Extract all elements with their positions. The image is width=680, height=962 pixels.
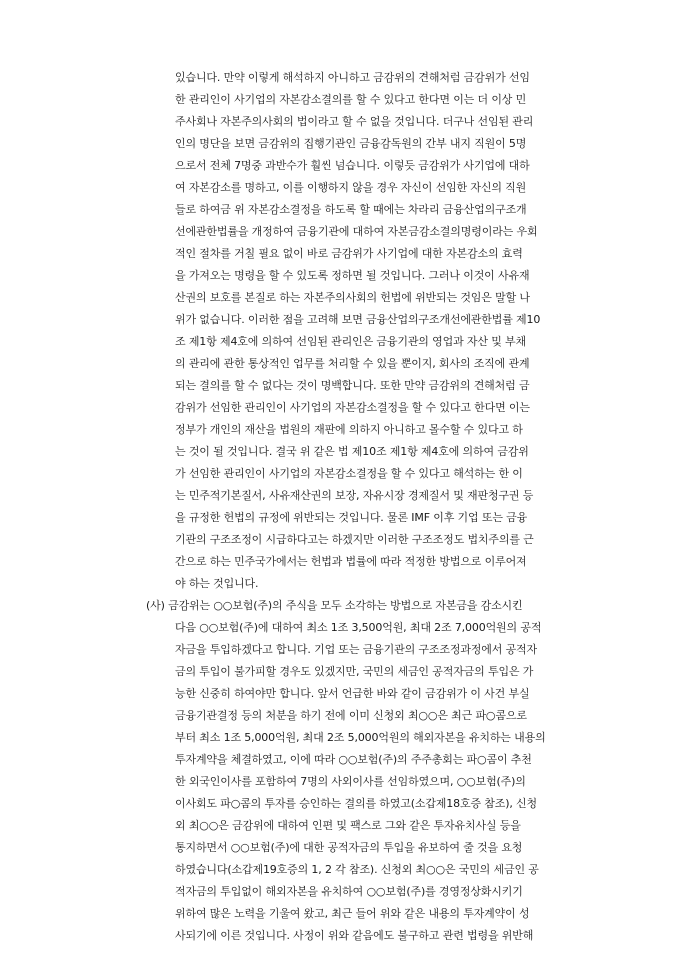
text-line: 선에관한법률을 개정하여 금융기관에 대하여 자본금감소결의명령이라는 우회	[175, 225, 538, 238]
text-line: 한 관리인이 사기업의 자본감소결의를 할 수 있다고 한다면 이는 더 이상 민	[175, 93, 527, 106]
text-line: 되는 결의를 할 수 없다는 것이 명백합니다. 또한 만약 금감위의 견해처럼 금	[175, 379, 530, 392]
text-line: 여 자본감소를 명하고, 이를 이행하지 않을 경우 자신이 선임한 자신의 직원	[175, 181, 527, 194]
text-line: 산권의 보호를 본질로 하는 자본주의사회의 헌법에 위반되는 것임은 말할 나	[175, 291, 530, 304]
text-line: 으로서 전체 7명중 과반수가 훨씬 넘습니다. 이렇듯 금감위가 사기업에 대하	[175, 159, 530, 172]
text-line: 감위가 선임한 관리인이 사기업의 자본감소결정을 할 수 있다고 한다면 이는	[175, 401, 530, 414]
text-line: 금융기관결정 등의 처분을 하기 전에 이미 신청외 최○○은 최근 파○콤으로	[175, 709, 527, 722]
text-line: 조 제1항 제4호에 의하여 선임된 관리인은 금융기관의 영업과 자산 및 부채	[175, 335, 526, 348]
text-line: 사되기에 이른 것입니다. 사정이 위와 같음에도 불구하고 관련 법령을 위반해	[175, 929, 534, 942]
text-line: 이사회도 파○콤의 투자를 승인하는 결의를 하였고(소갑제18호증 참조), 신청	[175, 797, 538, 810]
text-line: 가 선임한 관리인이 사기업의 자본감소결정을 할 수 있다고 해석하는 한 이	[175, 467, 523, 480]
text-line: 투자계약을 체결하였고, 이에 따라 ○○보험(주)의 주주총회는 파○콤이 추천	[175, 753, 532, 766]
text-line: 하였습니다(소갑제19호증의 1, 2 각 참조). 신청외 최○○은 국민의 세금인 공	[175, 863, 539, 876]
text-line: 위가 없습니다. 이러한 점을 고려해 보면 금융산업의구조개선에관한법률 제10	[175, 313, 541, 326]
section-heading-line: (사) 금감위는 ○○보험(주)의 주식을 모두 소각하는 방법으로 자본금을 감소시킨	[146, 599, 523, 612]
text-line: 기관의 구조조정이 시급하다고는 하겠지만 이러한 구조조정도 법치주의를 근	[175, 533, 534, 546]
text-line: 다음 ○○보험(주)에 대하여 최소 1조 3,500억원, 최대 2조 7,000억원의 공적	[175, 621, 542, 634]
text-line: 외 최○○은 금감위에 대하여 인편 및 팩스로 그와 같은 투자유치사실 등을	[175, 819, 521, 832]
text-line: 적인 절차를 거칠 필요 없이 바로 금감위가 사기업에 대한 자본감소의 효력	[175, 247, 523, 260]
text-line: 을 가져오는 명령을 할 수 있도록 정하면 될 것입니다. 그러나 이것이 사유재	[175, 269, 530, 282]
text-line: 는 민주적기본질서, 사유재산권의 보장, 자유시장 경제질서 및 재판청구권 등	[175, 489, 534, 502]
text-line: 위하여 많은 노력을 기울여 왔고, 최근 들어 위와 같은 내용의 투자계약이 성	[175, 907, 530, 920]
text-line: 통지하면서 ○○보험(주)에 대한 공적자금의 투입을 유보하여 줄 것을 요청	[175, 841, 523, 854]
text-line: 한 외국인이사를 포함하여 7명의 사외이사를 선임하였으며, ○○보험(주)의	[175, 775, 526, 788]
text-line: 적자금의 투입없이 해외자본을 유치하여 ○○보험(주)를 경영정상화시키기	[175, 885, 523, 898]
text-line: 간으로 하는 민주국가에서는 헌법과 법률에 따라 적정한 방법으로 이루어져	[175, 555, 527, 568]
text-line: 는 것이 될 것입니다. 결국 위 같은 법 제10조 제1항 제4호에 의하여 금감위	[175, 445, 529, 458]
text-line: 의 관리에 관한 통상적인 업무를 처리할 수 있을 뿐이지, 회사의 조직에 관계	[175, 357, 530, 370]
text-line: 야 하는 것입니다.	[175, 577, 259, 590]
text-line: 능한 신중히 하여야만 합니다. 앞서 언급한 바와 같이 금감위가 이 사건 부실	[175, 687, 530, 700]
text-line: 들로 하여금 위 자본감소결정을 하도록 할 때에는 차라리 금융산업의구조개	[175, 203, 527, 216]
text-line: 을 규정한 헌법의 규정에 위반되는 것입니다. 물론 IMF 이후 기업 또는 금융	[175, 511, 528, 524]
text-line: 정부가 개인의 재산을 법원의 재판에 의하지 아니하고 몰수할 수 있다고 하	[175, 423, 523, 436]
text-line: 인의 명단을 보면 금감위의 집행기관인 금융감독원의 간부 내지 직원이 5명	[175, 137, 527, 150]
text-line: 자금을 투입하겠다고 합니다. 기업 또는 금융기관의 구조조정과정에서 공적자	[175, 643, 538, 656]
text-line: 주사회나 자본주의사회의 법이라고 할 수 없을 것입니다. 더구나 선임된 관리	[175, 115, 534, 128]
text-line: 금의 투입이 불가피할 경우도 있겠지만, 국민의 세금인 공적자금의 투입은 가	[175, 665, 534, 678]
text-line: 부터 최소 1조 5,000억원, 최대 2조 5,000억원의 해외자본을 유치하는 내용의	[175, 731, 546, 744]
text-line: 있습니다. 만약 이렇게 해석하지 아니하고 금감위의 견해처럼 금감위가 선임	[175, 71, 530, 84]
